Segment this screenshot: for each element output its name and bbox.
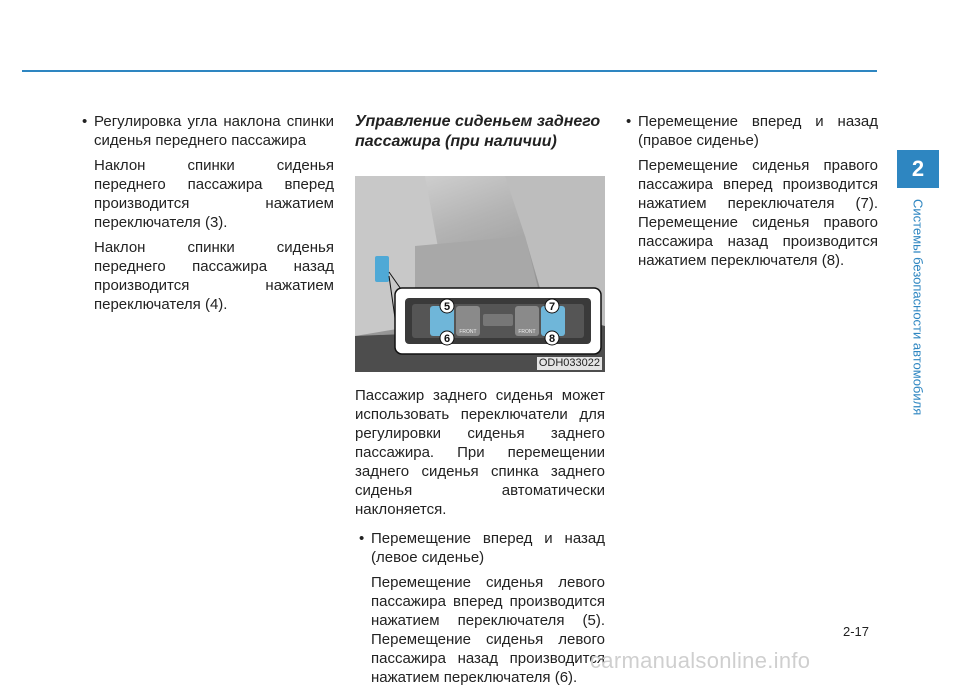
watermark: carmanualsonline.info [590,648,811,673]
left-column [78,112,334,314]
paragraph-backrest-back: Наклон спинки сиденья переднего пассажира назад производится нажатием переключателя (4). [94,239,334,313]
callout-7: 7 [548,301,556,313]
top-rule [22,70,877,72]
callout-5: 5 [443,301,451,313]
figure-code: ODH033022 [538,357,600,369]
paragraph-rear-intro: Пассажир заднего сиденья может использовать переключатели для регулировки сиденья заднего пассажира. При перемещении заднего сиденья спинка заднего сиденья автоматически наклоняется. [355,387,605,518]
switch-center [483,314,513,326]
rear-seat-switch-photo [355,176,605,372]
middle-column [355,112,605,687]
section-title: Управление сиденьем заднего пассажира (при наличии) [355,113,601,150]
paragraph-backrest-forward: Наклон спинки сиденья переднего пассажира вперед производится нажатием переключателя (3). [94,157,334,231]
bullet-backrest-adjust: • Регулировка угла наклона спинки сиденья переднего пассажира [78,112,334,150]
callout-8: 8 [548,333,556,345]
paragraph-left-seat: Перемещение сиденья левого пассажира вперед производится нажатием переключателя (5). Перемещение сиденья левого пассажира назад производится нажатием переключателя (6). [371,574,605,686]
chapter-title-text: Системы безопасности автомобиля [910,199,926,416]
bullet-left-seat: • Перемещение вперед и назад (левое сиденье) [355,529,605,567]
chapter-number-tab: 2 [897,150,939,188]
button-label-right: FRONT [518,329,536,335]
paragraph-right-seat: Перемещение сиденья правого пассажира вперед производится нажатием переключателя (7). Перемещение сиденья правого пассажира назад производится нажатием переключателя (8). [638,157,878,269]
callout-6: 6 [443,333,451,345]
right-column [622,112,878,270]
photo-illustration [355,176,605,372]
page-number: 2-17 [843,624,870,639]
highlighted-switch [375,256,389,282]
button-label-left: FRONT [459,329,477,335]
bullet-right-seat: • Перемещение вперед и назад (правое сиденье) [622,112,878,150]
